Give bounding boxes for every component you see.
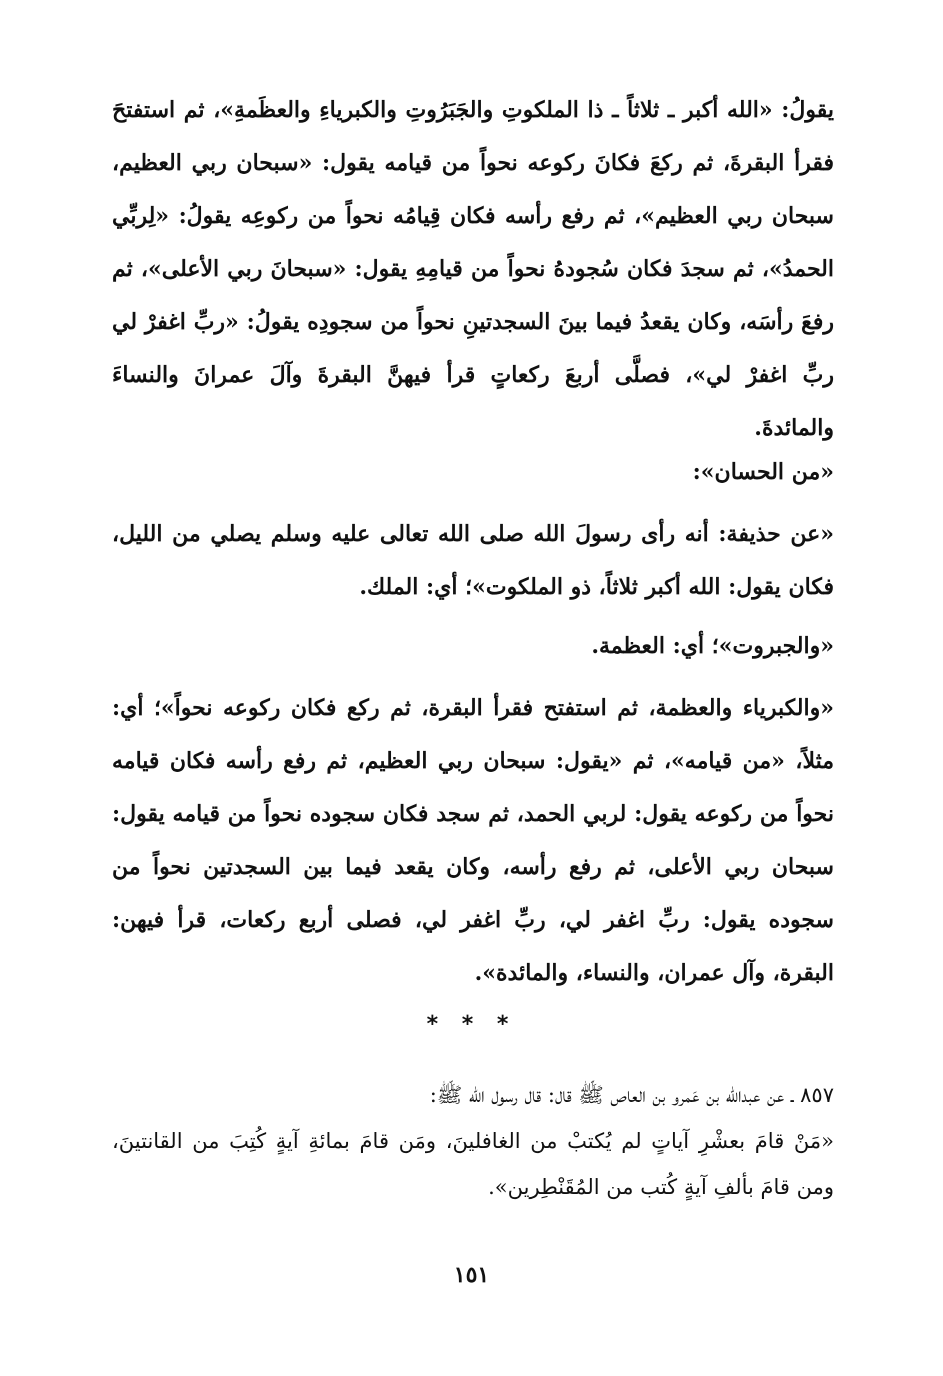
paragraph-hadith-narration: يقولُ: «الله أكبر ـ ثلاثاً ـ ذا الملكوتِ والجَبَرُوتِ والكبرياءِ والعظَمةِ»، ثم استفتحَ فقرأ البقرةَ، ثم ركعَ فكانَ ركوعه نحواً من قيامه يقول: «سبحان ربي العظيم، سبحان ربي العظيم»، ثم رفع رأسه فكان قِيامُه نحواً من ركوعِه يقولُ: «لِربِّي الحمدُ»، ثم سجدَ فكان سُجودهُ نحواً من قيامِهِ يقول: «سبحانَ ربي الأعلى»، ثم رفعَ رأسَه، وكان يقعدُ فيما بينَ السجدتينِ نحواً من سجودِه يقولُ: «ربِّ اغفرْ لي ربِّ اغفرْ لي»، فصلَّى أربعَ ركعاتٍ قرأ فيهنَّ البقرةَ وآلَ عمرانَ والنساءَ والمائدةَ.: [112, 97, 834, 441]
paragraph-hudhayfa: «عن حذيفة: أنه رأى رسولَ الله صلى الله تعالى عليه وسلم يصلي من الليل، فكان يقول: الله أكبر ثلاثاً، ذو الملكوت»؛ أي: الملك.: [112, 521, 834, 600]
hadith-number-heading: ٨٥٧ ـ عن عبدالله بن عَمرو بن العاص ﷺ قال: قال رسول الله ﷺ:: [429, 1083, 834, 1107]
paragraph-commentary: «والكبرياء والعظمة، ثم استفتح فقرأ البقرة، ثم ركع فكان ركوعه نحواً»؛ أي: مثلاً، «من قيامه»، ثم «يقول: سبحان ربي العظيم، ثم رفع رأسه فكان قيامه نحواً من ركوعه يقول: لربي الحمد، ثم سجد فكان سجوده نحواً من قيامه يقول: سبحان ربي الأعلى، ثم رفع رأسه، وكان يقعد فيما بين السجدتين نحواً من سجوده يقول: ربِّ اغفر لي، ربِّ اغفر لي، فصلى أربع ركعات، قرأ فيهن: البقرة، وآل عمران، والنساء، والمائدة».: [112, 695, 834, 986]
paragraph-jabarut: «والجبروت»؛ أي: العظمة.: [591, 633, 834, 659]
page-number: ١٥١: [453, 1262, 490, 1288]
section-separator: * * *: [426, 1012, 517, 1037]
section-heading-hisan: «من الحسان»:: [692, 459, 834, 485]
hadith-text: «مَنْ قامَ بعشْرِ آياتٍ لم يُكتبْ من الغافلينَ، ومَن قامَ بمائةِ آيةٍ كُتِبَ من القانتينَ، ومن قامَ بألفِ آيةٍ كُتب من المُقَنْطِرين».: [112, 1129, 834, 1199]
